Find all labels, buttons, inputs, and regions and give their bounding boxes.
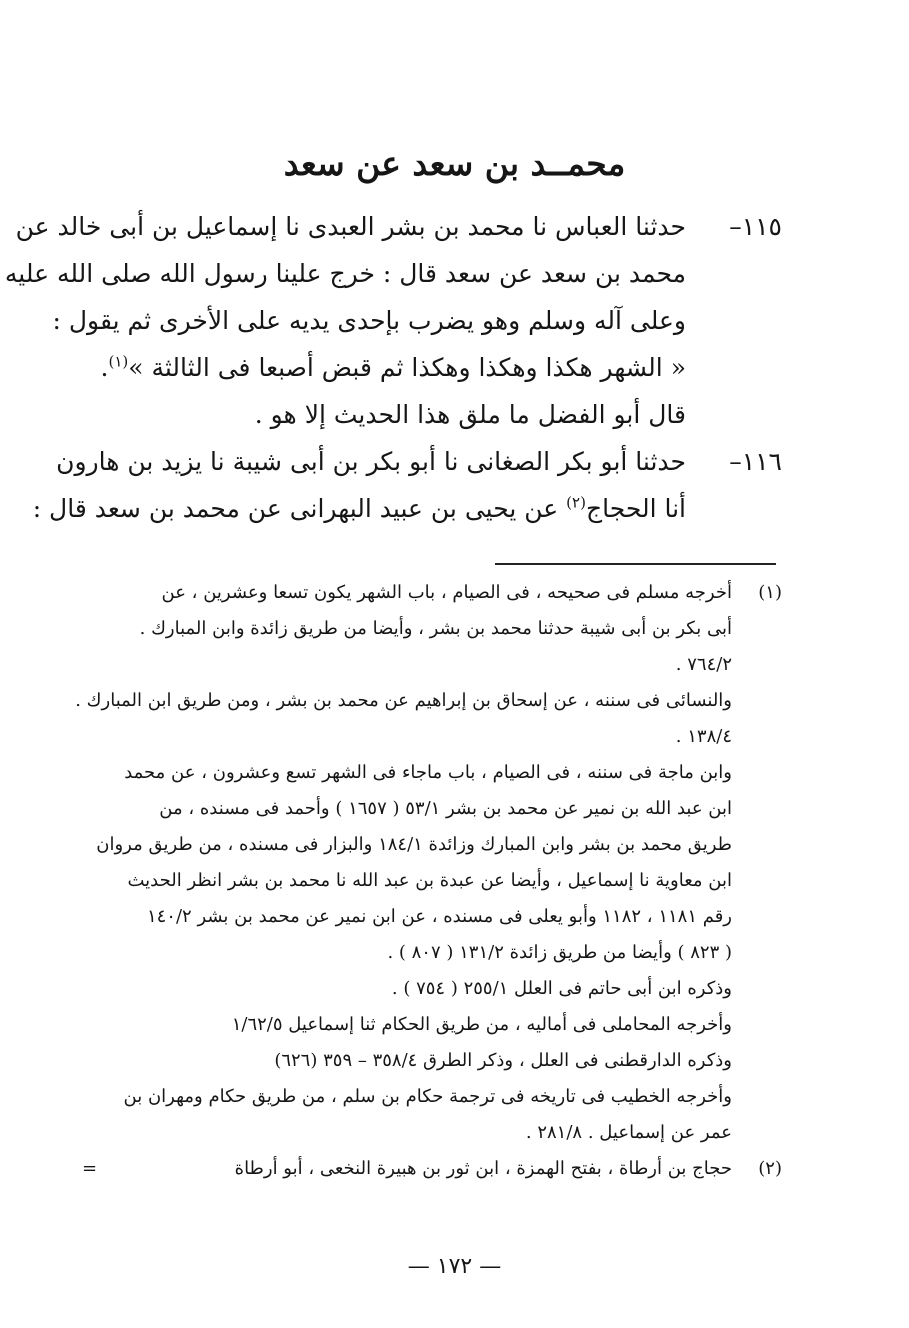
footnote-number: (٢) [758,1158,782,1179]
footnote-line: وذكره الدارقطنى فى العلل ، وذكر الطرق ٣٥٨/٤ – ٣٥٩ (٦٢٦) [274,1050,732,1071]
hadith-116 [32,438,782,532]
footnote-text [75,575,732,1151]
hadith-line: وعلى آله وسلم وهو يضرب بإحدى يديه على الأخرى ثم يقول : [52,306,686,335]
footnote-2 [82,1151,782,1187]
footnote-reference: (٢) [566,493,586,512]
footnote-line: ( ٨٢٣ ) وأيضا من طريق زائدة ١٣١/٢ ( ٨٠٧ ) . [387,942,732,963]
hadith-line: قال أبو الفضل ما ملق هذا الحديث إلا هو . [254,400,686,429]
footnote-line: ١٣٨/٤ . [675,726,732,747]
hadith-115 [4,203,782,438]
hadith-line [82,344,686,391]
footnote-line: أبى بكر بن أبى شيبة حدثنا محمد بن بشر ، وأيضا من طريق زائدة وابن المبارك . [139,618,732,639]
footnote-line: ٧٦٤/٢ . [675,654,732,675]
page-number: — ١٧٢ — [407,1254,502,1279]
hadith-line-text: أنا الحجاج [585,494,686,523]
footnote-1 [75,575,782,1151]
footnote-reference: (١) [108,352,129,371]
hadith-text [4,203,686,438]
footnote-line: ابن معاوية نا إسماعيل ، وأيضا عن عبدة بن عبد الله نا محمد بن بشر انظر الحديث [127,870,732,891]
hadith-line-text: عن يحيى بن عبيد البهرانى عن محمد بن سعد قال : [32,494,559,523]
footnote-line: طريق محمد بن بشر وابن المبارك وزائدة ١٨٤/١ والبزار فى مسنده ، من طريق مروان [96,834,732,855]
footnote-line: وذكره ابن أبى حاتم فى العلل ٢٥٥/١ ( ٧٥٤ ) . [391,978,732,999]
footnote-line: رقم ١١٨١ ، ١١٨٢ وأبو يعلى فى مسنده ، عن ابن نمير عن محمد بن بشر ١٤٠/٢ [146,906,732,927]
footnote-line: ابن عبد الله بن نمير عن محمد بن بشر ٥٣/١ ( ١٦٥٧ ) وأحمد فى مسنده ، من [159,798,732,819]
continuation-mark: = [82,1158,98,1179]
footnote-line: أخرجه مسلم فى صحيحه ، فى الصيام ، باب الشهر يكون تسعا وعشرين ، عن [161,582,732,603]
footnote-line: وأخرجه المحاملى فى أماليه ، من طريق الحكام ثنا إسماعيل ١/٦٢/٥ [231,1014,732,1035]
footnote-line: والنسائى فى سننه ، عن إسحاق بن إبراهيم عن محمد بن بشر ، ومن طريق ابن المبارك . [75,690,732,711]
hadith-line: حدثنا العباس نا محمد بن بشر العبدى نا إسماعيل بن أبى خالد عن [15,212,686,241]
footnote-line: حجاج بن أرطاة ، بفتح الهمزة ، ابن ثور بن هبيرة النخعى ، أبو أرطاة [234,1158,732,1179]
line-end-period: . [100,353,109,382]
footnote-number: (١) [758,582,782,603]
hadith-line: محمد بن سعد عن سعد قال : خرج علينا رسول الله صلى الله عليه [4,259,686,288]
hadith-line: حدثنا أبو بكر الصغانى نا أبو بكر بن أبى شيبة نا يزيد بن هارون [56,447,686,476]
chapter-heading: محمــد بن سعد عن سعد [283,144,626,183]
footnote-line: وأخرجه الخطيب فى تاريخه فى ترجمة حكام بن سلم ، من طريق حكام ومهران بن [123,1086,732,1107]
footnote-line: وابن ماجة فى سننه ، فى الصيام ، باب ماجاء فى الشهر تسع وعشرون ، عن محمد [124,762,732,783]
hadith-number: ١١٦– [729,447,782,476]
footnote-separator [495,563,776,565]
hadith-text [32,438,686,532]
hadith-line [32,485,686,532]
hadith-line-text: « الشهر هكذا وهكذا وهكذا ثم قبض أصبعا فى الثالثة » [128,353,686,382]
footnotes [75,575,782,1187]
hadith-number: ١١٥– [729,212,782,241]
footnote-text [82,1151,732,1187]
footnote-line: عمر عن إسماعيل . ٢٨١/٨ . [525,1122,732,1143]
